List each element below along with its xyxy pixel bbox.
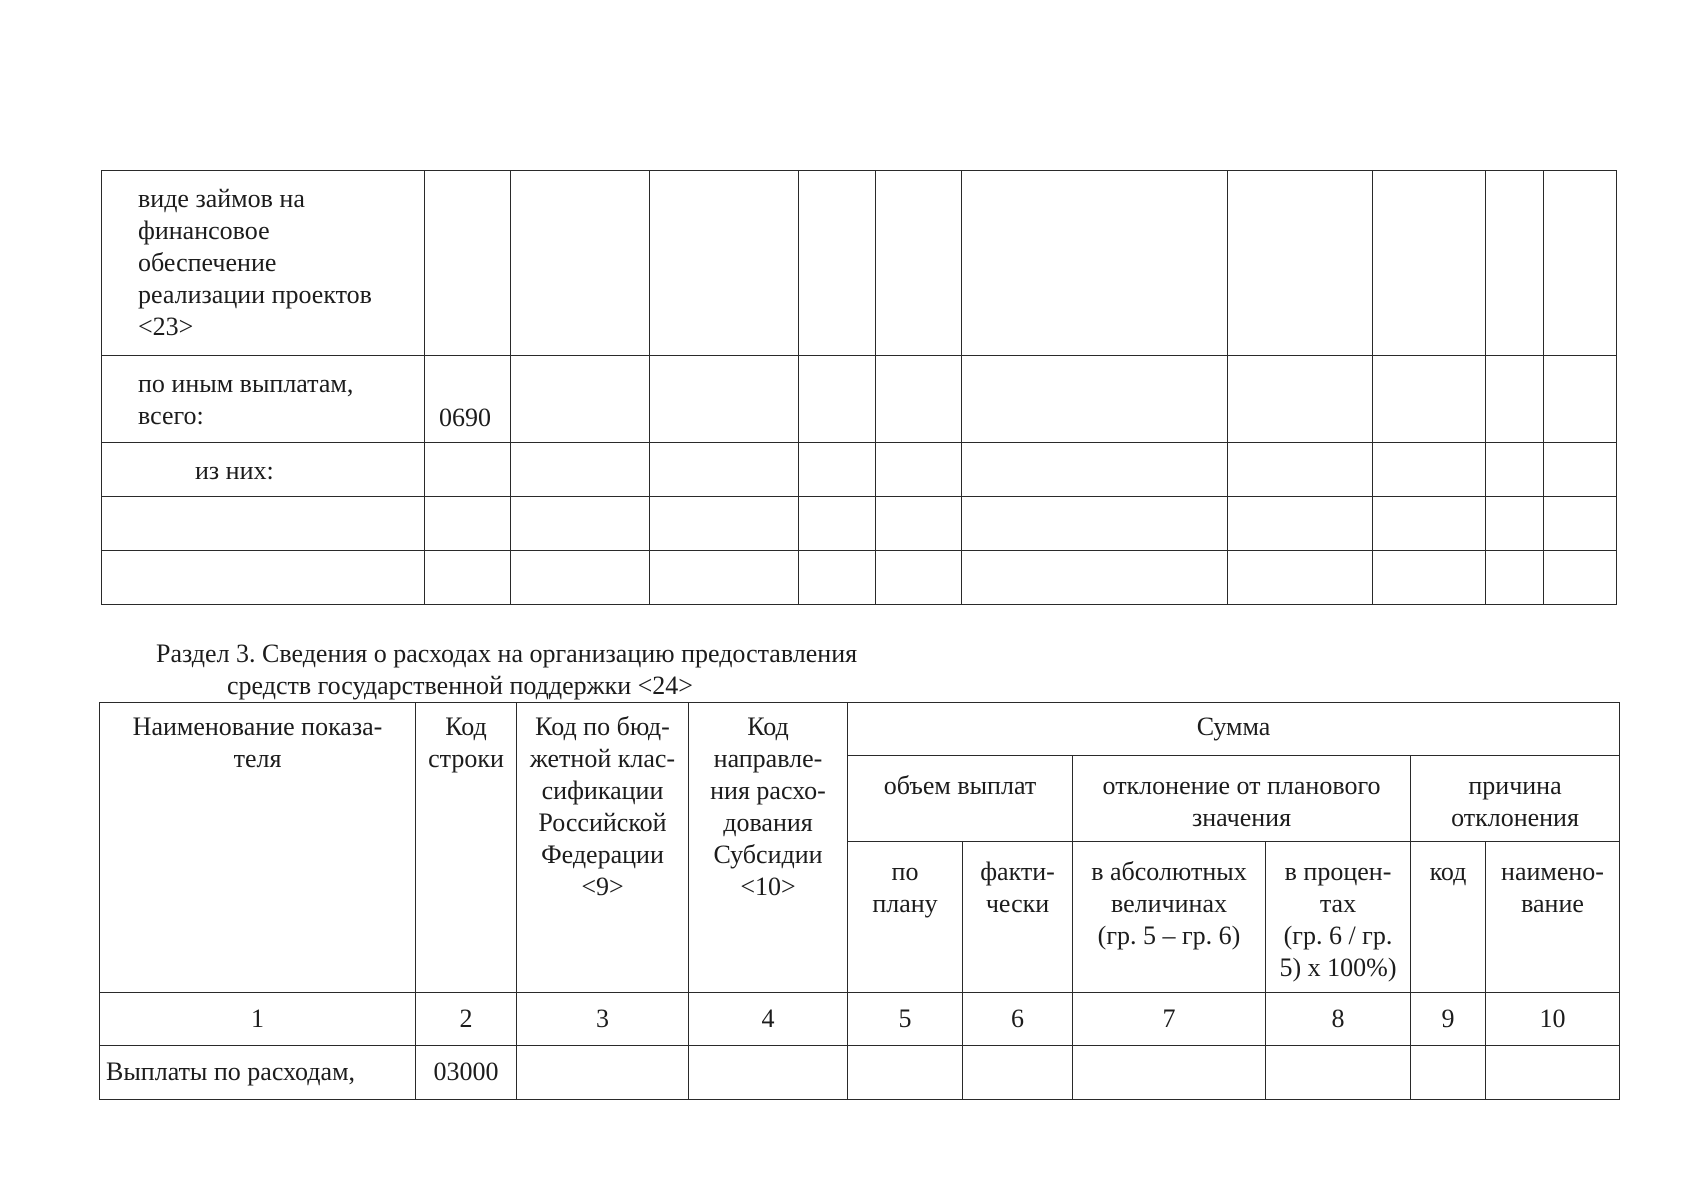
column-number: 3 — [517, 993, 689, 1046]
header-reason-code: код — [1411, 842, 1486, 993]
section-title-line2: средств государственной поддержки <24> — [227, 671, 693, 700]
header-budget-classification-code: Код по бюд- жетной клас- сификации Российской Федерации <9> — [517, 703, 689, 993]
section-title — [156, 638, 857, 702]
column-number: 10 — [1486, 993, 1620, 1046]
table-row — [102, 356, 1617, 443]
column-number: 2 — [416, 993, 517, 1046]
header-subsidy-direction-code: Код направле- ния расхо- дования Субсидии <10> — [689, 703, 848, 993]
table-row — [100, 1046, 1620, 1100]
table-row — [102, 497, 1617, 551]
header-reason: причина отклонения — [1411, 756, 1620, 842]
header-actual: факти- чески — [963, 842, 1073, 993]
header-percent: в процен- тах (гр. 6 / гр. 5) x 100%) — [1266, 842, 1411, 993]
header-sum: Сумма — [848, 703, 1620, 756]
row-label: по иным выплатам, всего: — [102, 356, 425, 443]
header-row — [100, 703, 1620, 756]
header-reason-name: наимено- вание — [1486, 842, 1620, 993]
header-indicator-name: Наименование показа- теля — [100, 703, 416, 993]
header-deviation: отклонение от планового значения — [1073, 756, 1411, 842]
row-code — [425, 171, 511, 356]
table-row — [102, 171, 1617, 356]
column-number: 5 — [848, 993, 963, 1046]
row-code: 03000 — [416, 1046, 517, 1100]
column-number: 6 — [963, 993, 1073, 1046]
column-numbers-row — [100, 993, 1620, 1046]
column-number: 4 — [689, 993, 848, 1046]
expenses-table — [99, 702, 1620, 1100]
column-number: 7 — [1073, 993, 1266, 1046]
header-row-code: Код строки — [416, 703, 517, 993]
header-payments-volume: объем выплат — [848, 756, 1073, 842]
header-by-plan: по плану — [848, 842, 963, 993]
row-label: Выплаты по расходам, — [100, 1046, 416, 1100]
column-number: 9 — [1411, 993, 1486, 1046]
row-label: из них: — [102, 443, 425, 497]
section-title-line1: Раздел 3. Сведения о расходах на организацию предоставления — [156, 639, 858, 668]
row-label: виде займов на финансовое обеспечение реализации проектов <23> — [102, 171, 425, 356]
table-row — [102, 443, 1617, 497]
column-number: 1 — [100, 993, 416, 1046]
header-absolute: в абсолютных величинах (гр. 5 – гр. 6) — [1073, 842, 1266, 993]
continuation-table — [101, 170, 1617, 605]
row-code: 0690 — [425, 356, 511, 443]
column-number: 8 — [1266, 993, 1411, 1046]
table-row — [102, 551, 1617, 605]
